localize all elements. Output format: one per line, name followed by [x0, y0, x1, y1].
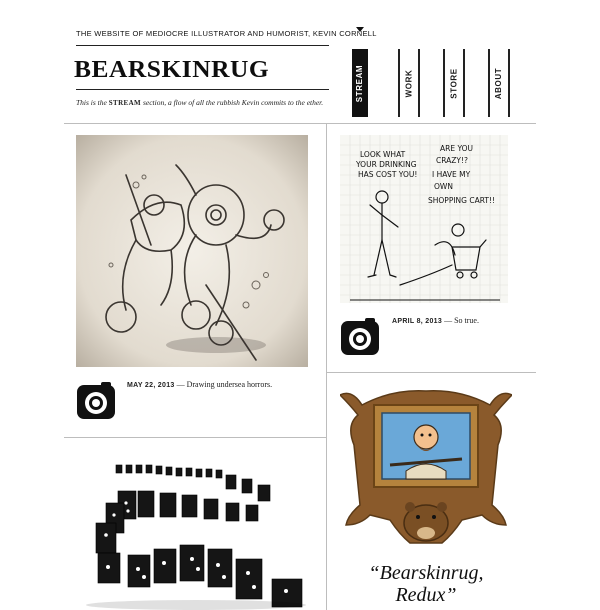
site-logo[interactable]: BEARSKINRUG: [74, 57, 270, 83]
post-caption[interactable]: “Bearskinrug, Redux”: [368, 562, 484, 606]
nav-store[interactable]: STORE: [443, 49, 465, 117]
grid-divider: [326, 123, 327, 610]
site-tagline: THE WEBSITE OF MEDIOCRE ILLUSTRATOR AND HUMORIST, KEVIN CORNELL: [76, 29, 377, 38]
comic-text: ARE YOU: [440, 144, 474, 153]
nav-work[interactable]: WORK: [398, 49, 420, 117]
comic-text: I HAVE MY: [432, 170, 471, 179]
grid-divider: [64, 123, 536, 124]
nav-stream[interactable]: STREAM: [352, 49, 368, 117]
header-rule-top: [76, 45, 329, 46]
nav-about[interactable]: ABOUT: [488, 49, 510, 117]
post-date[interactable]: MAY 22, 2013: [127, 382, 175, 389]
camera-icon: [340, 317, 380, 357]
post-image-diver-sketch[interactable]: [76, 135, 308, 367]
comic-text: SHOPPING CART!!: [428, 196, 495, 205]
post-image-bearskinrug[interactable]: [340, 385, 512, 553]
post-date[interactable]: APRIL 8, 2013: [392, 318, 443, 325]
comic-text: HAS COST YOU!: [358, 170, 418, 179]
comic-text: LOOK WHAT: [360, 150, 406, 159]
post-meta: APRIL 8, 2013 — So true.: [392, 316, 479, 325]
comic-text: OWN: [434, 182, 453, 191]
post-text: So true.: [454, 316, 479, 325]
post-meta: MAY 22, 2013 — Drawing undersea horrors.: [127, 380, 273, 389]
comic-text: YOUR DRINKING: [356, 160, 417, 169]
grid-divider: [327, 372, 536, 373]
post-image-comic[interactable]: [340, 135, 508, 303]
dropdown-arrow-icon[interactable]: [356, 27, 364, 32]
section-description: This is the STREAM section, a flow of all the rubbish Kevin commits to the ether.: [76, 98, 324, 107]
comic-text: CRAZY!?: [436, 156, 468, 165]
post-image-dominoes[interactable]: [76, 455, 312, 610]
camera-icon: [76, 381, 116, 421]
post-text: Drawing undersea horrors.: [186, 380, 273, 389]
grid-divider: [64, 437, 326, 438]
header-rule-bottom: [76, 89, 329, 90]
